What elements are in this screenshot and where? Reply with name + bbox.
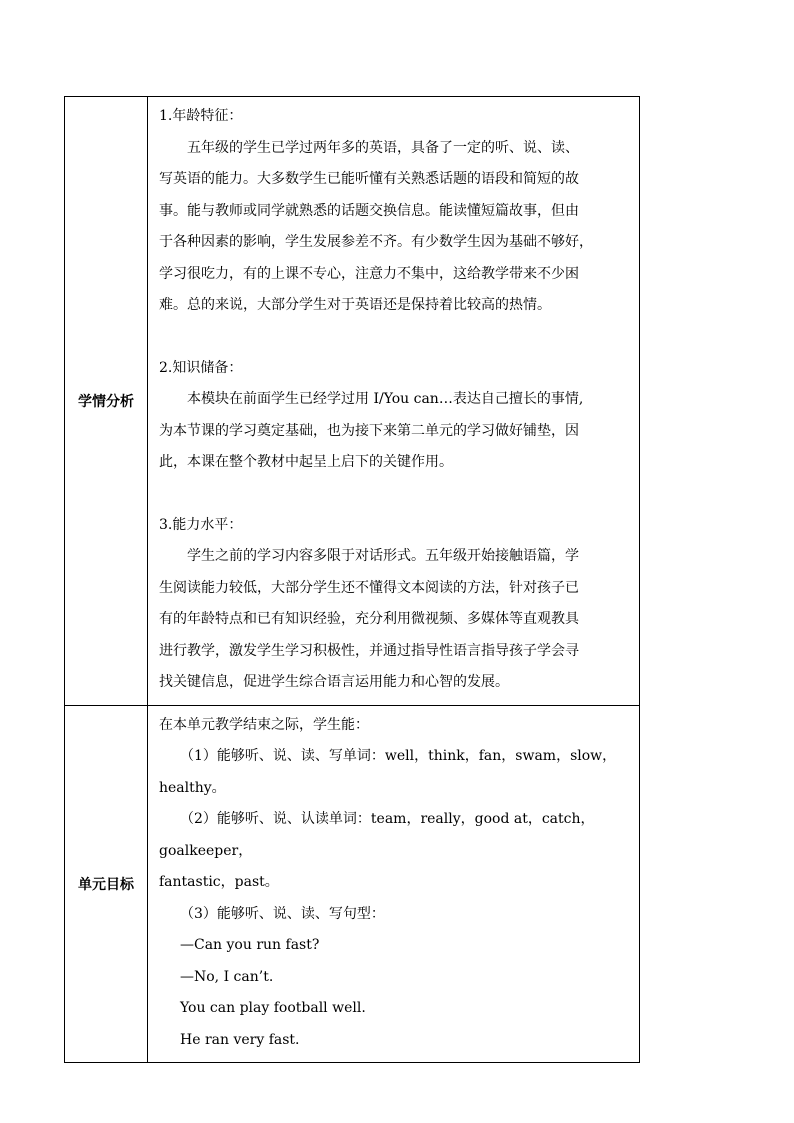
paragraph-line: 五年级的学生已学过两年多的英语，具备了一定的听、说、读、 <box>187 139 579 156</box>
paragraph-line: （1）能够听、说、读、写单词：well，think，fan，swam，slow， <box>180 748 617 764</box>
paragraph-line: 在本单元教学结束之际，学生能： <box>159 716 369 733</box>
paragraph-line: （2）能够听、说、认读单词：team，really，good at，catch，goalkeeper， <box>159 811 595 859</box>
learner-analysis-cell <box>148 97 640 706</box>
table-row <box>65 97 640 706</box>
paragraph-line: 生阅读能力较低，大部分学生还不懂得文本阅读的方法，针对孩子已 <box>159 579 579 596</box>
row-label: 学情分析 <box>65 97 148 706</box>
paragraph-line: 为本节课的学习奠定基础，也为接下来第二单元的学习做好铺垫，因 <box>159 422 579 439</box>
spacer <box>159 322 632 353</box>
spacer <box>159 479 632 510</box>
paragraph-line: You can play football well. <box>180 1000 366 1016</box>
paragraph-line: —Can you run fast? <box>180 937 320 953</box>
paragraph-line: 写英语的能力。大多数学生已能听懂有关熟悉话题的语段和简短的故 <box>159 171 579 187</box>
paragraph-line: 于各种因素的影响，学生发展参差不齐。有少数学生因为基础不够好， <box>159 234 593 250</box>
paragraph-line: healthy。 <box>159 779 226 796</box>
paragraph-line: fantastic，past。 <box>159 874 279 890</box>
table-row <box>65 705 640 1063</box>
section-heading: 1.年龄特征： <box>159 108 243 124</box>
unit-goals-cell <box>148 705 640 1063</box>
paragraph-line: 事。能与教师或同学就熟悉的话题交换信息。能读懂短篇故事，但由 <box>159 202 579 219</box>
section-heading: 3.能力水平： <box>159 516 243 533</box>
paragraph-line: He ran very fast. <box>180 1031 300 1048</box>
paragraph-line: 学习很吃力，有的上课不专心，注意力不集中，这给教学带来不少困 <box>159 265 579 282</box>
section-heading: 2.知识储备： <box>159 359 243 376</box>
paragraph-line: 本模块在前面学生已经学过用 I/You can…表达自己擅长的事情, <box>187 391 584 407</box>
paragraph-line: 进行教学，激发学生学习积极性，并通过指导性语言指导孩子学会寻 <box>159 642 579 659</box>
lesson-plan-table <box>64 96 640 1063</box>
paragraph-line: 此，本课在整个教材中起呈上启下的关键作用。 <box>159 454 453 470</box>
paragraph-line: —No, I can’t. <box>180 968 274 985</box>
paragraph-line: 有的年龄特点和已有知识经验，充分利用微视频、多媒体等直观教具 <box>159 611 579 627</box>
paragraph-line: 学生之前的学习内容多限于对话形式。五年级开始接触语篇，学 <box>187 548 579 564</box>
paragraph-line: 找关键信息，促进学生综合语言运用能力和心智的发展。 <box>159 674 509 690</box>
row-label: 单元目标 <box>65 705 148 1063</box>
paragraph-line: 难。总的来说，大部分学生对于英语还是保持着比较高的热情。 <box>159 297 551 313</box>
paragraph-line: （3）能够听、说、读、写句型： <box>180 905 385 922</box>
